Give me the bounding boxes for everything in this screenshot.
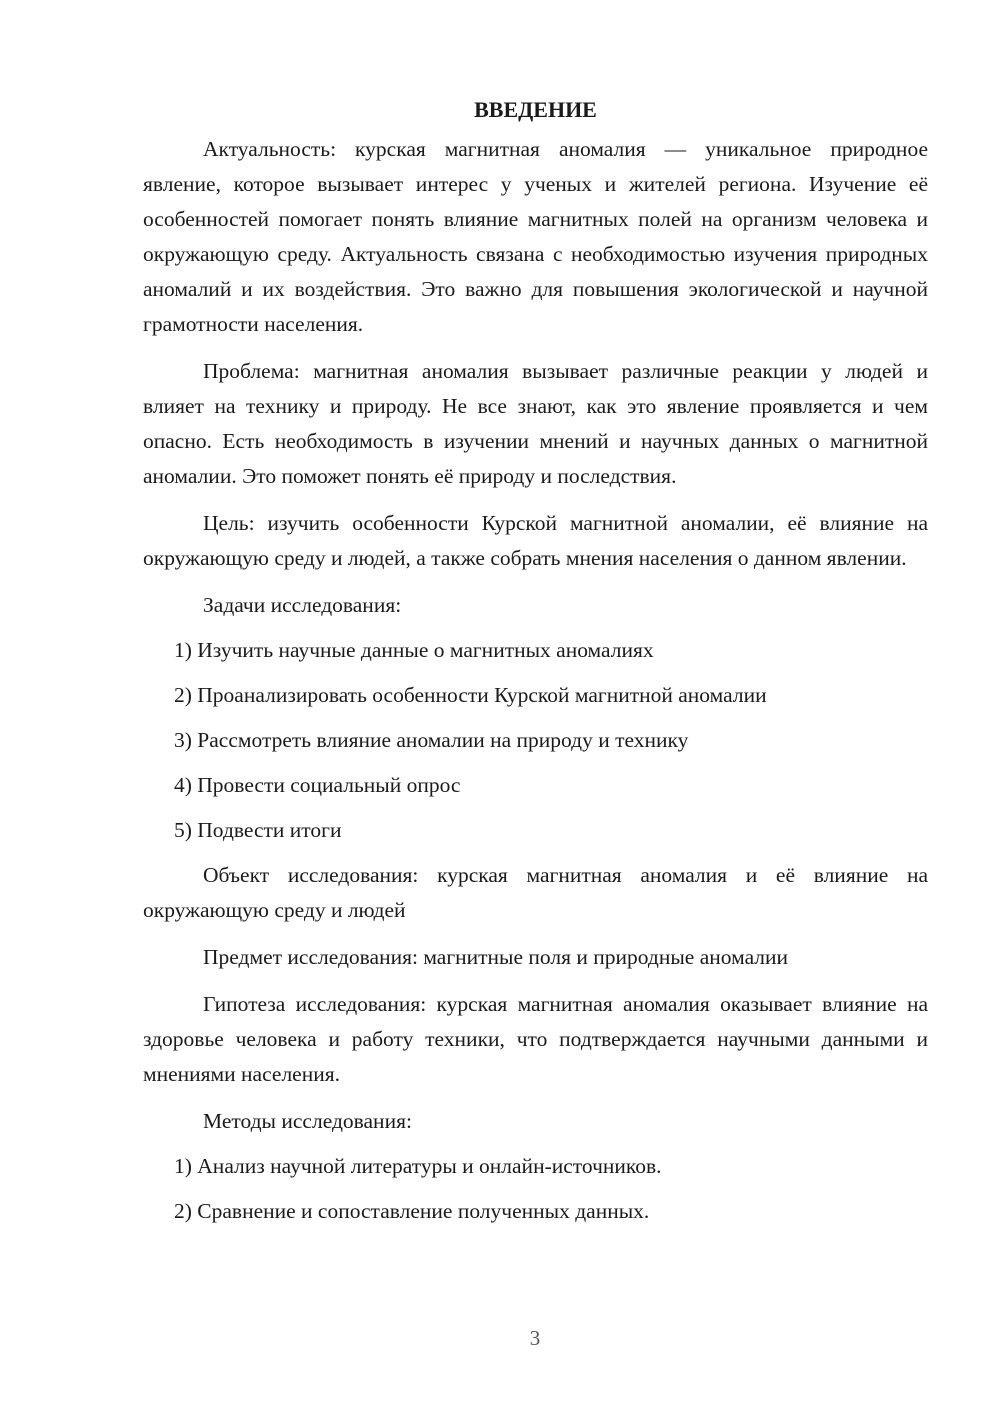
list-item: 2) Проанализировать особенности Курской магнитной аномалии [174, 683, 767, 707]
document-page [143, 92, 928, 1239]
goal-paragraph: Цель: изучить особенности Курской магнитной аномалии, её влияние на окружающую среду и людей, а также собрать мнения населения о данном явлении. [143, 511, 928, 570]
list-item: 1) Изучить научные данные о магнитных аномалиях [174, 638, 654, 662]
problem-paragraph: Проблема: магнитная аномалия вызывает различные реакции у людей и влияет на технику и природу. Не все знают, как это явление проявляется и чем опасно. Есть необходимость в изучении мнений и научных данных о магнитной аномалии. Это поможет понять её природу и последствия. [143, 359, 928, 488]
list-item: 5) Подвести итоги [174, 818, 342, 842]
object-paragraph: Объект исследования: курская магнитная аномалия и её влияние на окружающую среду и людей [143, 863, 928, 922]
relevance-paragraph: Актуальность: курская магнитная аномалия — уникальное природное явление, которое вызывает интерес у ученых и жителей региона. Изучение её особенностей помогает понять влияние магнитных полей на организм человека и окружающую среду. Актуальность связана с необходимостью изучения природных аномалий и их воздействия. Это важно для повышения экологической и научной грамотности населения. [143, 137, 928, 336]
list-item: 1) Анализ научной литературы и онлайн-источников. [174, 1154, 662, 1178]
tasks-heading: Задачи исследования: [203, 593, 402, 617]
list-item: 2) Сравнение и сопоставление полученных данных. [174, 1199, 650, 1223]
list-item: 3) Рассмотреть влияние аномалии на природу и технику [174, 728, 689, 752]
list-item: 4) Провести социальный опрос [174, 773, 461, 797]
hypothesis-paragraph: Гипотеза исследования: курская магнитная аномалия оказывает влияние на здоровье человека и работу техники, что подтверждается научными данными и мнениями населения. [143, 992, 928, 1086]
subject-paragraph: Предмет исследования: магнитные поля и природные аномалии [203, 945, 789, 969]
methods-list [143, 1149, 928, 1229]
methods-heading: Методы исследования: [203, 1109, 412, 1133]
page-number: 3 [529, 1326, 541, 1350]
tasks-list [143, 633, 928, 848]
page-title: ВВЕДЕНИЕ [474, 97, 597, 122]
